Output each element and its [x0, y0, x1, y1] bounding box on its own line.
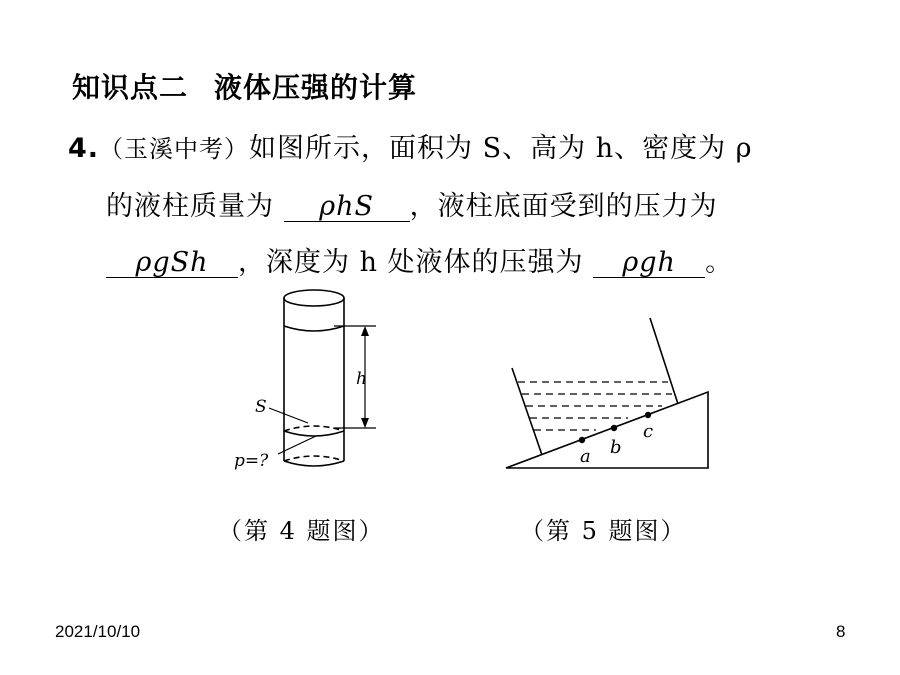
question-text-2b: ，液柱底面受到的压力为 [409, 191, 718, 222]
label-s: S [255, 397, 267, 417]
question-line-1 [68, 126, 753, 165]
footer-page-number: 8 [836, 622, 846, 641]
section-number: 知识点二 [72, 71, 189, 104]
cylinder-bottom-rim [284, 461, 344, 466]
section-heading [72, 66, 417, 106]
question-end-mark: 。 [705, 247, 734, 278]
question-source: （玉溪中考） [99, 135, 250, 163]
label-b: b [610, 437, 622, 458]
point-c [645, 412, 651, 418]
s-leader-line [269, 408, 308, 423]
question-text-1: 如图所示，面积为 S、高为 h、密度为 ρ [249, 133, 753, 164]
depth-plane-front [284, 431, 344, 436]
h-arrow-up [361, 326, 369, 336]
label-c: c [643, 421, 654, 442]
container-right-wall [650, 318, 678, 404]
label-h: h [356, 369, 367, 389]
container-left-wall [512, 368, 542, 455]
question-text-3: ，深度为 h 处液体的压强为 [238, 247, 584, 278]
bottom-back-edge [284, 456, 344, 461]
question-line-3 [106, 240, 733, 279]
question-line-2 [106, 184, 718, 223]
label-p: p=? [234, 451, 269, 471]
question-text-2a: 的液柱质量为 [106, 191, 274, 222]
figure-5-incline-diagram [500, 310, 715, 475]
point-b [611, 425, 617, 431]
answer-blank-3: ρgh [593, 249, 705, 278]
figure-4-caption: （第 4 题图） [218, 517, 385, 545]
question-number: 4. [68, 133, 100, 164]
point-a [579, 437, 585, 443]
cylinder-top-rim [284, 290, 344, 306]
h-arrow-down [361, 418, 369, 428]
answer-blank-2: ρgSh [106, 249, 238, 278]
section-title: 液体压强的计算 [214, 71, 418, 104]
label-a: a [580, 446, 591, 467]
figure-5-caption: （第 5 题图） [520, 517, 687, 545]
figure-4-cylinder-diagram [228, 286, 378, 476]
answer-blank-1: ρhS [284, 193, 410, 222]
liquid-surface [284, 326, 344, 331]
footer-date: 2021/10/10 [55, 622, 141, 641]
